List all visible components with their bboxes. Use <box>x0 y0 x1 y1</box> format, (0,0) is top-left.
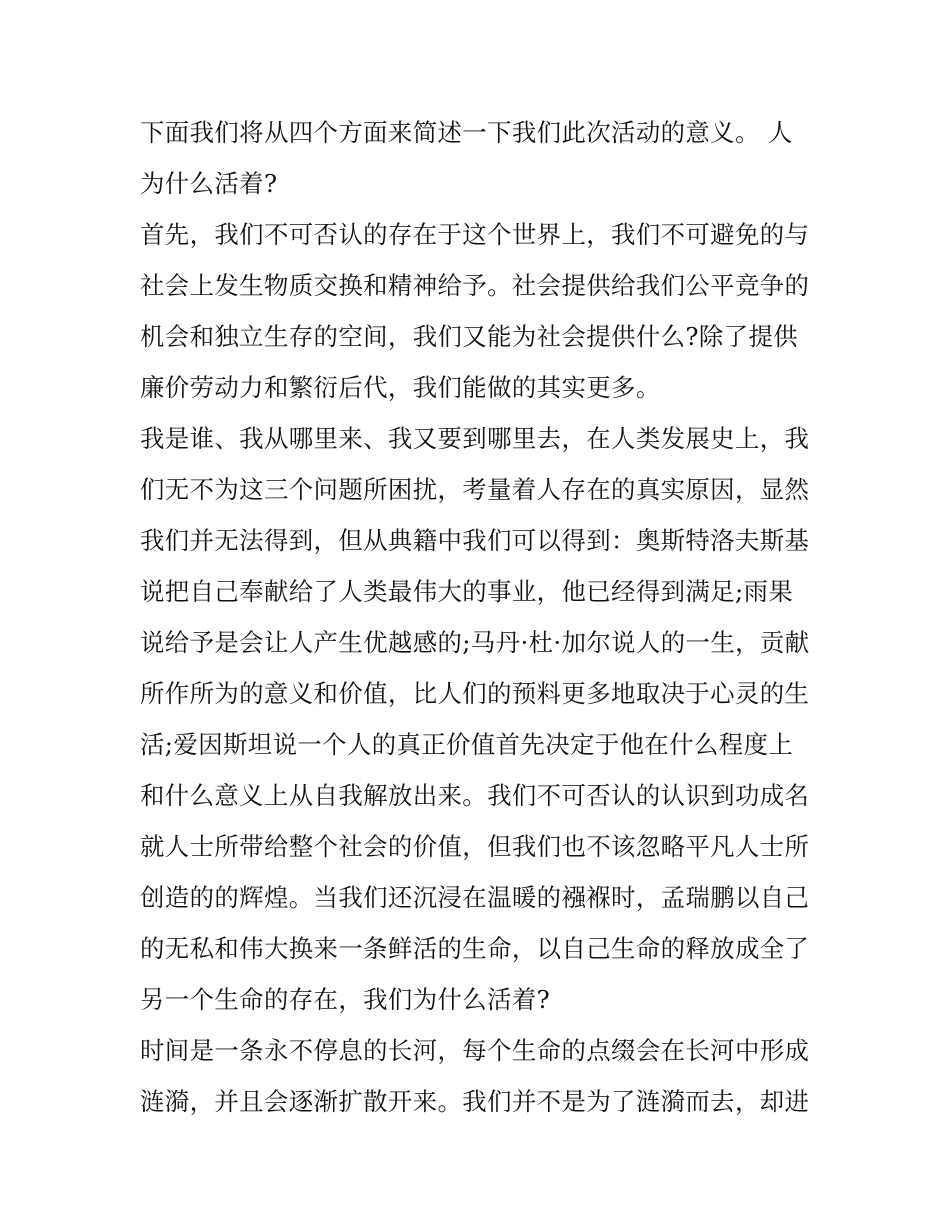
text-line: 创造的的辉煌。当我们还沉浸在温暖的襁褓时，孟瑞鹏以自己 <box>140 883 810 912</box>
text-line: 我们并无法得到，但从典籍中我们可以得到：奥斯特洛夫斯基 <box>140 526 810 555</box>
text-line: 为什么活着? <box>140 169 278 198</box>
text-line: 社会上发生物质交换和精神给予。社会提供给我们公平竞争的 <box>140 271 810 300</box>
text-line: 涟漪，并且会逐渐扩散开来。我们并不是为了涟漪而去，却进 <box>140 1087 810 1116</box>
text-line: 廉价劳动力和繁衍后代，我们能做的其实更多。 <box>140 373 661 402</box>
text-line: 活;爱因斯坦说一个人的真正价值首先决定于他在什么程度上 <box>140 730 794 759</box>
document-body <box>140 107 820 1127</box>
text-line: 说给予是会让人产生优越感的;马丹·杜·加尔说人的一生，贡献 <box>140 628 810 657</box>
text-line: 时间是一条永不停息的长河，每个生命的点缀会在长河中形成 <box>140 1036 810 1065</box>
text-line: 所作所为的意义和价值，比人们的预料更多地取决于心灵的生 <box>140 679 810 708</box>
text-line: 的无私和伟大换来一条鲜活的生命，以自己生命的释放成全了 <box>140 934 810 963</box>
text-line: 机会和独立生存的空间，我们又能为社会提供什么?除了提供 <box>140 322 799 351</box>
text-line: 另一个生命的存在，我们为什么活着? <box>140 985 551 1014</box>
text-line: 就人士所带给整个社会的价值，但我们也不该忽略平凡人士所 <box>140 832 810 861</box>
text-line: 首先，我们不可否认的存在于这个世界上，我们不可避免的与 <box>140 220 810 249</box>
text-line: 们无不为这三个问题所困扰，考量着人存在的真实原因，显然 <box>140 475 810 504</box>
text-line: 和什么意义上从自我解放出来。我们不可否认的认识到功成名 <box>140 781 810 810</box>
text-line: 我是谁、我从哪里来、我又要到哪里去，在人类发展史上，我 <box>140 424 810 453</box>
text-line: 下面我们将从四个方面来简述一下我们此次活动的意义。 人 <box>140 118 793 147</box>
text-line: 说把自己奉献给了人类最伟大的事业，他已经得到满足;雨果 <box>140 577 794 606</box>
